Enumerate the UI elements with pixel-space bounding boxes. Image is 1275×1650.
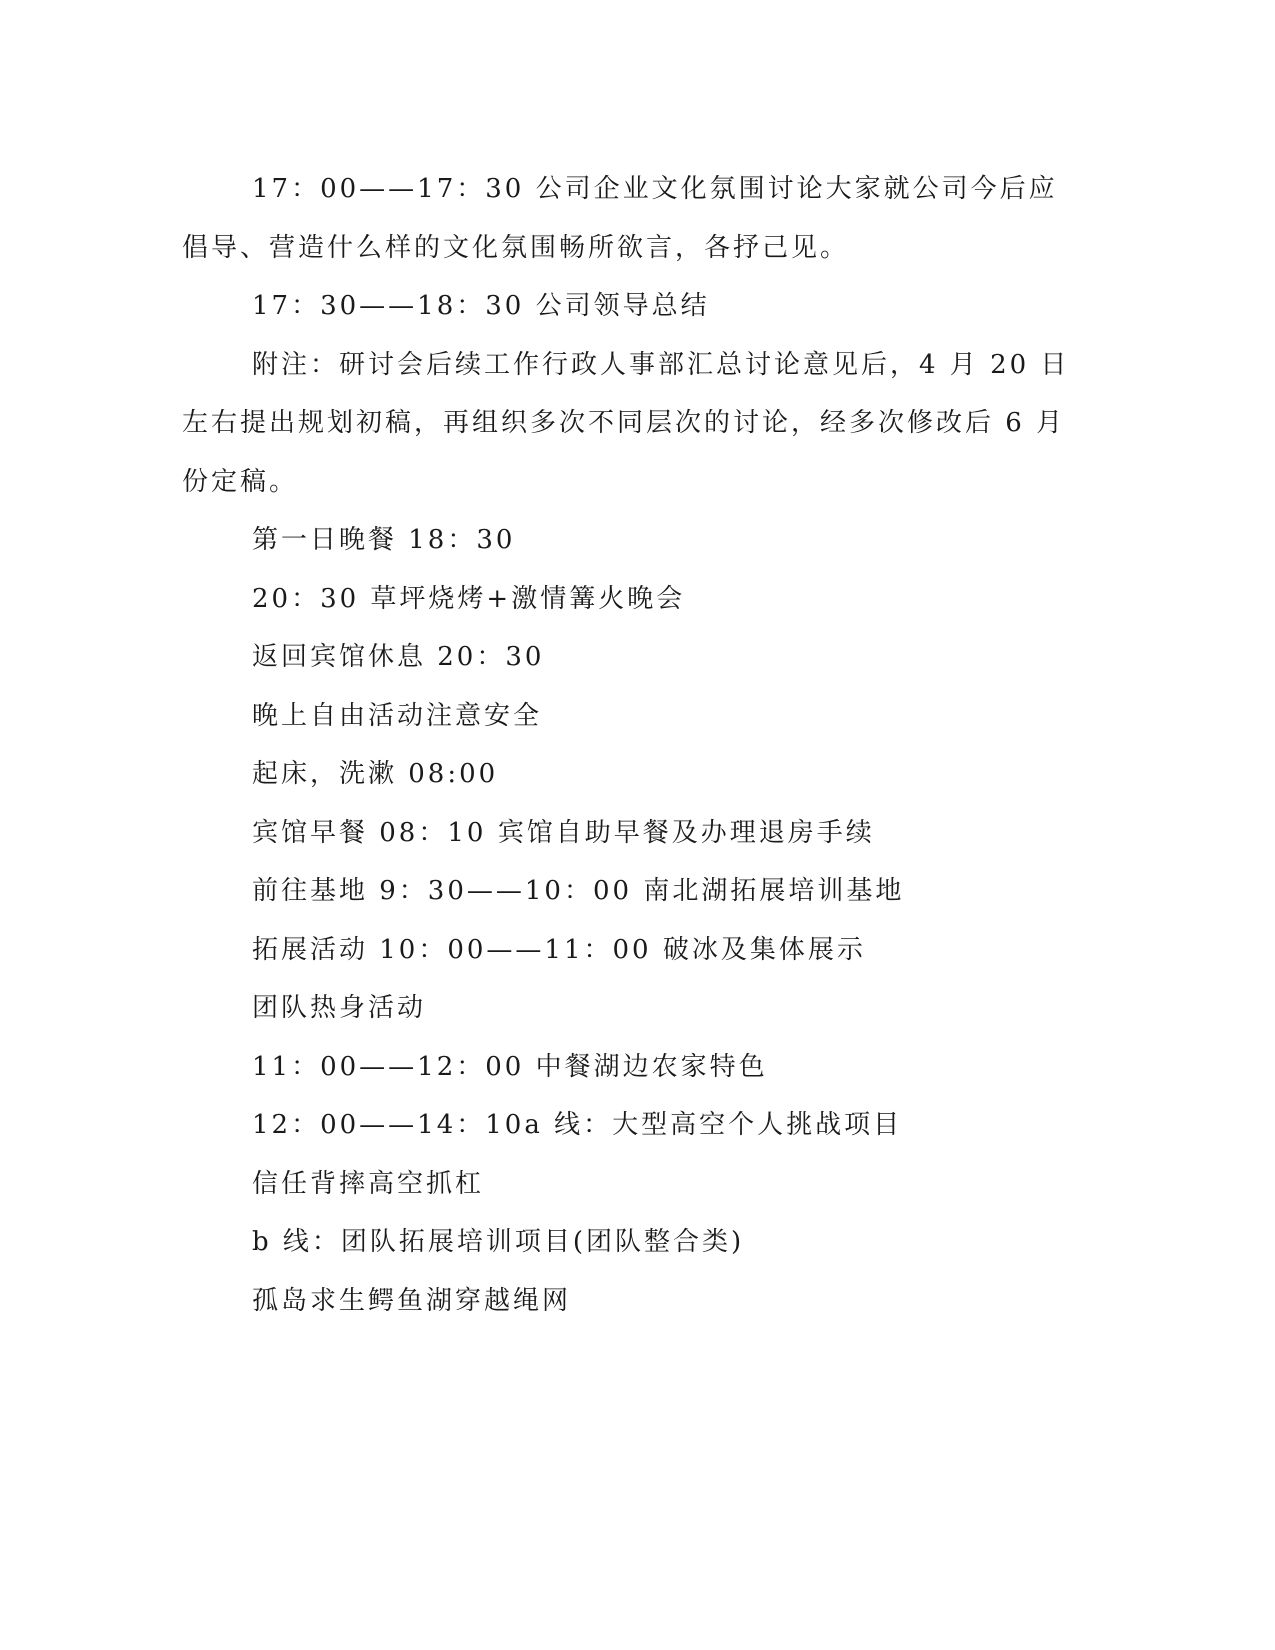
- paragraph-culture-discussion: 17：00——17：30 公司企业文化氛围讨论大家就公司今后应倡导、营造什么样的文化氛围畅所欲言，各抒己见。: [182, 174, 1058, 263]
- paragraph-free-activity: 晚上自由活动注意安全: [252, 700, 543, 731]
- paragraph-return-hotel: 返回宾馆休息 20：30: [252, 642, 545, 672]
- paragraph-first-day-dinner: 第一日晚餐 18：30: [252, 525, 516, 555]
- paragraph-line-a: 12：00——14：10a 线：大型高空个人挑战项目: [252, 1110, 903, 1140]
- paragraph-lunch: 11：00——12：00 中餐湖边农家特色: [252, 1051, 768, 1082]
- paragraph-bbq-bonfire: 20：30 草坪烧烤+激情篝火晚会: [252, 583, 686, 614]
- document-body: [182, 160, 1082, 1330]
- paragraph-warmup: 团队热身活动: [252, 993, 427, 1023]
- paragraph-go-to-base: 前往基地 9：30——10：00 南北湖拓展培训基地: [252, 876, 905, 906]
- paragraph-leader-summary: 17：30——18：30 公司领导总结: [252, 291, 710, 321]
- paragraph-icebreaker: 拓展活动 10：00——11：00 破冰及集体展示: [252, 934, 866, 965]
- paragraph-island-survival: 孤岛求生鳄鱼湖穿越绳网: [252, 1285, 572, 1316]
- paragraph-trust-fall: 信任背摔高空抓杠: [252, 1168, 485, 1199]
- paragraph-breakfast: 宾馆早餐 08：10 宾馆自助早餐及办理退房手续: [252, 817, 875, 848]
- paragraph-wake-up: 起床，洗漱 08:00: [252, 759, 499, 789]
- paragraph-note: 附注：研讨会后续工作行政人事部汇总讨论意见后，4 月 20 日左右提出规划初稿，再组织多次不同层次的讨论，经多次修改后 6 月份定稿。: [182, 349, 1070, 497]
- paragraph-line-b: b 线：团队拓展培训项目(团队整合类): [252, 1227, 745, 1257]
